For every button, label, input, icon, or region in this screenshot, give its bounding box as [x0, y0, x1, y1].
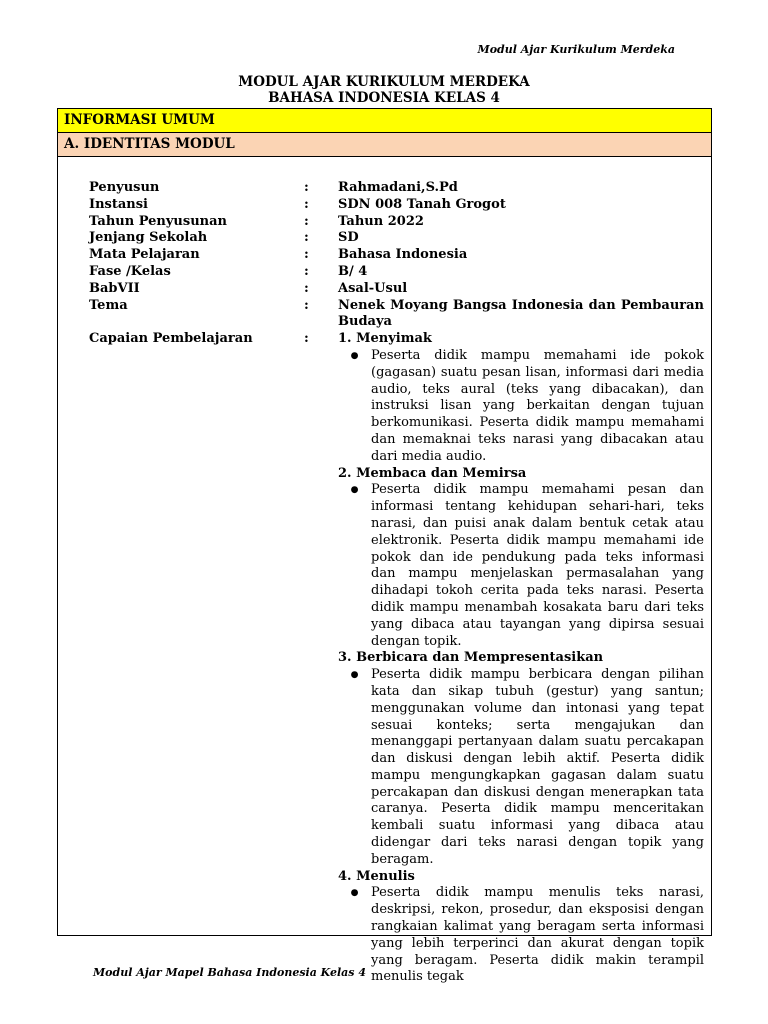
- capaian-heading: 3. Berbicara dan Mempresentasikan: [338, 650, 604, 666]
- capaian-text: Peserta didik mampu berbicara dengan pilihan kata dan sikap tubuh (gestur) yang santun; menggunakan volume dan intonasi yang tepat sesuai konteks; serta mengajukan dan menanggapi pertanyaan dalam suatu percakapan dan diskusi dengan lebih aktif. Peserta didik mampu mengungkapkan gagasan dalam suatu percakapan dan diskusi dengan menerapkan tata caranya. Peserta didik mampu menceritakan kembali suatu informasi yang dibaca atau didengar dari teks narasi dengan topik yang beragam.: [371, 667, 704, 867]
- identity-label: Penyusun: [89, 180, 160, 195]
- capaian-heading: 1. Menyimak: [338, 331, 432, 347]
- identity-colon: :: [304, 263, 309, 279]
- identity-label: Tema: [89, 297, 128, 313]
- capaian-content: [338, 331, 704, 986]
- capaian-text: Peserta didik mampu menulis teks narasi, deskripsi, rekon, prosedur, dan eksposisi dengan rangkaian kalimat yang beragam serta informasi yang lebih terperinci dan akurat dengan topik yang beragam. Peserta didik makin terampil menulis tegak: [371, 885, 704, 985]
- identity-table: [89, 180, 706, 986]
- page-footer: Modul Ajar Mapel Bahasa Indonesia Kelas 4: [93, 966, 366, 979]
- capaian-row: [89, 331, 706, 986]
- identity-row: [89, 281, 706, 298]
- capaian-heading: 2. Membaca dan Memirsa: [338, 465, 527, 481]
- capaian-text: Peserta didik mampu memahami pesan dan informasi tentang kehidupan sehari-hari, teks narasi, dan puisi anak dalam bentuk cetak atau elektronik. Peserta didik mampu memahami ide pokok dan ide pendukung pada teks informasi dan mampu menjelaskan permasalahan yang dihadapi tokoh cerita pada teks narasi. Peserta didik mampu menambah kosakata baru dari teks yang dibaca atau tayangan yang dipirsa sesuai dengan topik.: [371, 482, 704, 649]
- capaian-item: [338, 348, 704, 466]
- capaian-label: Capaian Pembelajaran: [89, 331, 253, 347]
- document-title: [0, 74, 768, 106]
- bullet-icon: ●: [350, 350, 359, 361]
- section-band-informasi-umum: INFORMASI UMUM: [58, 109, 711, 133]
- identity-colon: :: [304, 213, 309, 229]
- capaian-item: [338, 667, 704, 869]
- identity-value: Rahmadani,S.Pd: [338, 180, 458, 195]
- identity-row: [89, 264, 706, 281]
- identity-row: [89, 197, 706, 214]
- identity-label: Jenjang Sekolah: [89, 230, 208, 246]
- identity-row: [89, 230, 706, 247]
- title-line-2: BAHASA INDONESIA KELAS 4: [268, 90, 500, 106]
- bullet-icon: ●: [350, 888, 359, 899]
- identity-label: Tahun Penyusunan: [89, 213, 227, 229]
- title-line-1: MODUL AJAR KURIKULUM MERDEKA: [238, 74, 530, 90]
- capaian-item: [338, 885, 704, 986]
- identity-row: [89, 298, 706, 332]
- identity-row: [89, 214, 706, 231]
- capaian-item: [338, 482, 704, 650]
- identity-row: [89, 180, 706, 197]
- identity-label: Fase /Kelas: [89, 263, 171, 279]
- section-band-identitas-modul: A. IDENTITAS MODUL: [58, 133, 711, 157]
- identity-colon: :: [304, 180, 309, 195]
- identity-label: Mata Pelajaran: [89, 247, 200, 263]
- capaian-heading: 4. Menulis: [338, 868, 415, 884]
- identity-colon: :: [304, 196, 309, 212]
- identity-label: BabVII: [89, 280, 140, 296]
- identity-value: SD: [338, 230, 359, 246]
- capaian-colon: :: [304, 331, 309, 347]
- running-header: Modul Ajar Kurikulum Merdeka: [477, 43, 675, 56]
- bullet-icon: ●: [350, 485, 359, 496]
- identity-colon: :: [304, 280, 309, 296]
- identity-value: Tahun 2022: [338, 213, 424, 229]
- identity-colon: :: [304, 297, 309, 313]
- identity-row: [89, 247, 706, 264]
- identity-value: Asal-Usul: [338, 280, 408, 296]
- bullet-icon: ●: [350, 670, 359, 681]
- identity-value: Nenek Moyang Bangsa Indonesia dan Pembauran Budaya: [338, 297, 704, 330]
- identity-value: B/ 4: [338, 263, 368, 279]
- identity-colon: :: [304, 247, 309, 263]
- capaian-text: Peserta didik mampu memahami ide pokok (gagasan) suatu pesan lisan, informasi dari media audio, teks aural (teks yang dibacakan), dan instruksi lisan yang berkaitan dengan tujuan berkomunikasi. Peserta didik mampu memahami dan memaknai teks narasi yang dibacakan atau dari media audio.: [371, 347, 704, 464]
- identity-value: Bahasa Indonesia: [338, 247, 468, 263]
- identity-value: SDN 008 Tanah Grogot: [338, 196, 506, 212]
- identity-colon: :: [304, 230, 309, 246]
- identity-label: Instansi: [89, 196, 148, 212]
